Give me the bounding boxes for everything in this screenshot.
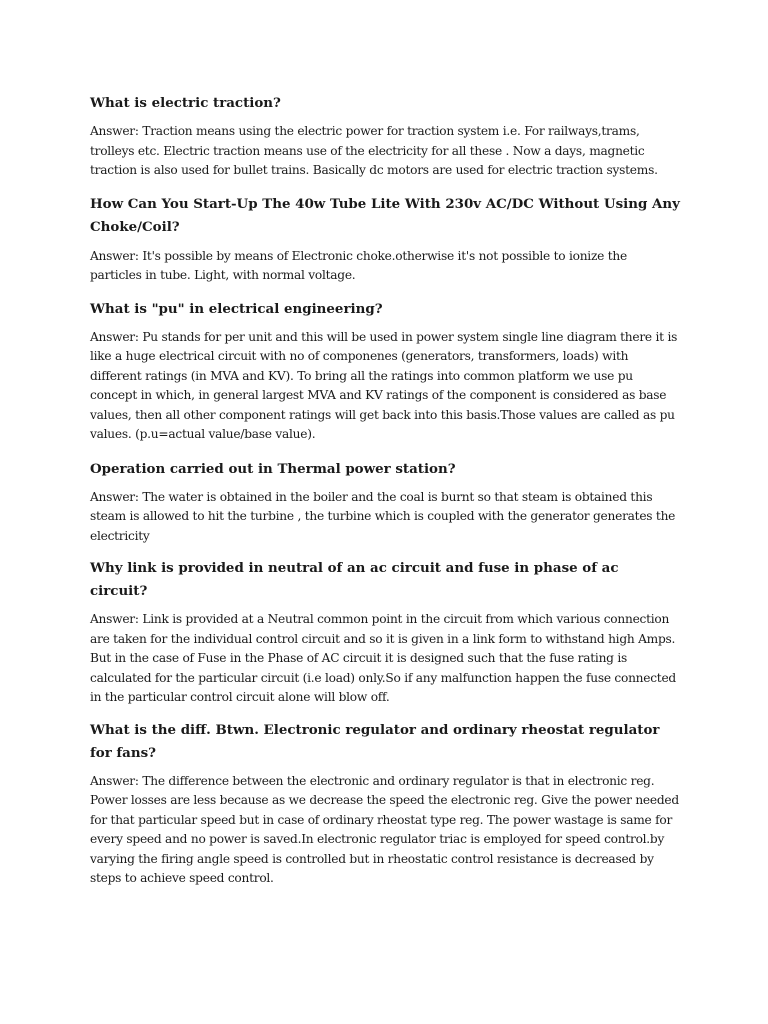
answer-paragraph: Answer: The water is obtained in the boiler and the coal is burnt so that steam is obtained this steam is allowed to hit the turbine , the turbine which is coupled with the generator generates the electricity — [90, 489, 676, 543]
question-heading: What is "pu" in electrical engineering? — [90, 300, 383, 317]
question-heading: What is the diff. Btwn. Electronic regulator and ordinary rheostat regulator for fans? — [90, 721, 660, 761]
question-heading: What is electric traction? — [90, 95, 281, 111]
answer-paragraph: Answer: Pu stands for per unit and this will be used in power system single line diagram there it is like a huge electrical circuit with no of componenes (generators, transformers, loads) with different ratings (in MVA and KV). To bring all the ratings into common platform we use pu concept in which, in general largest MVA and KV ratings of the component is considered as base values, then all other component ratings will get back into this basis.Those values are called as pu values. (p.u=actual value/base value). — [90, 329, 678, 441]
question-heading: How Can You Start-Up The 40w Tube Lite With 230v AC/DC Without Using Any Choke/Coil? — [90, 195, 680, 235]
document-body — [90, 92, 680, 900]
question-heading: Operation carried out in Thermal power station? — [90, 460, 456, 477]
qa-item — [90, 719, 680, 889]
qa-item — [90, 92, 680, 181]
answer-paragraph: Answer: The difference between the electronic and ordinary regulator is that in electronic reg. Power losses are less because as we decrease the speed the electronic reg. Give the power needed for that particular speed but in case of ordinary rheostat type reg. The power wastage is same for every speed and no power is saved.In electronic regulator triac is employed for speed control.by varying the firing angle speed is controlled but in rheostatic control resistance is decreased by steps to achieve speed control. — [90, 773, 679, 885]
qa-item — [90, 193, 680, 286]
qa-item — [90, 557, 680, 708]
qa-item — [90, 458, 680, 547]
answer-paragraph: Answer: Link is provided at a Neutral common point in the circuit from which various connection are taken for the individual control circuit and so it is given in a link form to withstand high Amps. But in the case of Fuse in the Phase of AC circuit it is designed such that the fuse rating is calculated for the particular circuit (i.e load) only.So if any malfunction happen the fuse connected in the particular control circuit alone will blow off. — [90, 612, 676, 704]
answer-paragraph: Answer: Traction means using the electric power for traction system i.e. For railways,trams, trolleys etc. Electric traction means use of the electricity for all these . Now a days, magnetic traction is also used for bullet trains. Basically dc motors are used for electric traction systems. — [90, 124, 658, 177]
answer-paragraph: Answer: It's possible by means of Electronic choke.otherwise it's not possible to ionize the particles in tube. Light, with normal voltage. — [90, 248, 627, 282]
qa-item — [90, 298, 680, 445]
question-heading: Why link is provided in neutral of an ac circuit and fuse in phase of ac circuit? — [90, 560, 619, 599]
